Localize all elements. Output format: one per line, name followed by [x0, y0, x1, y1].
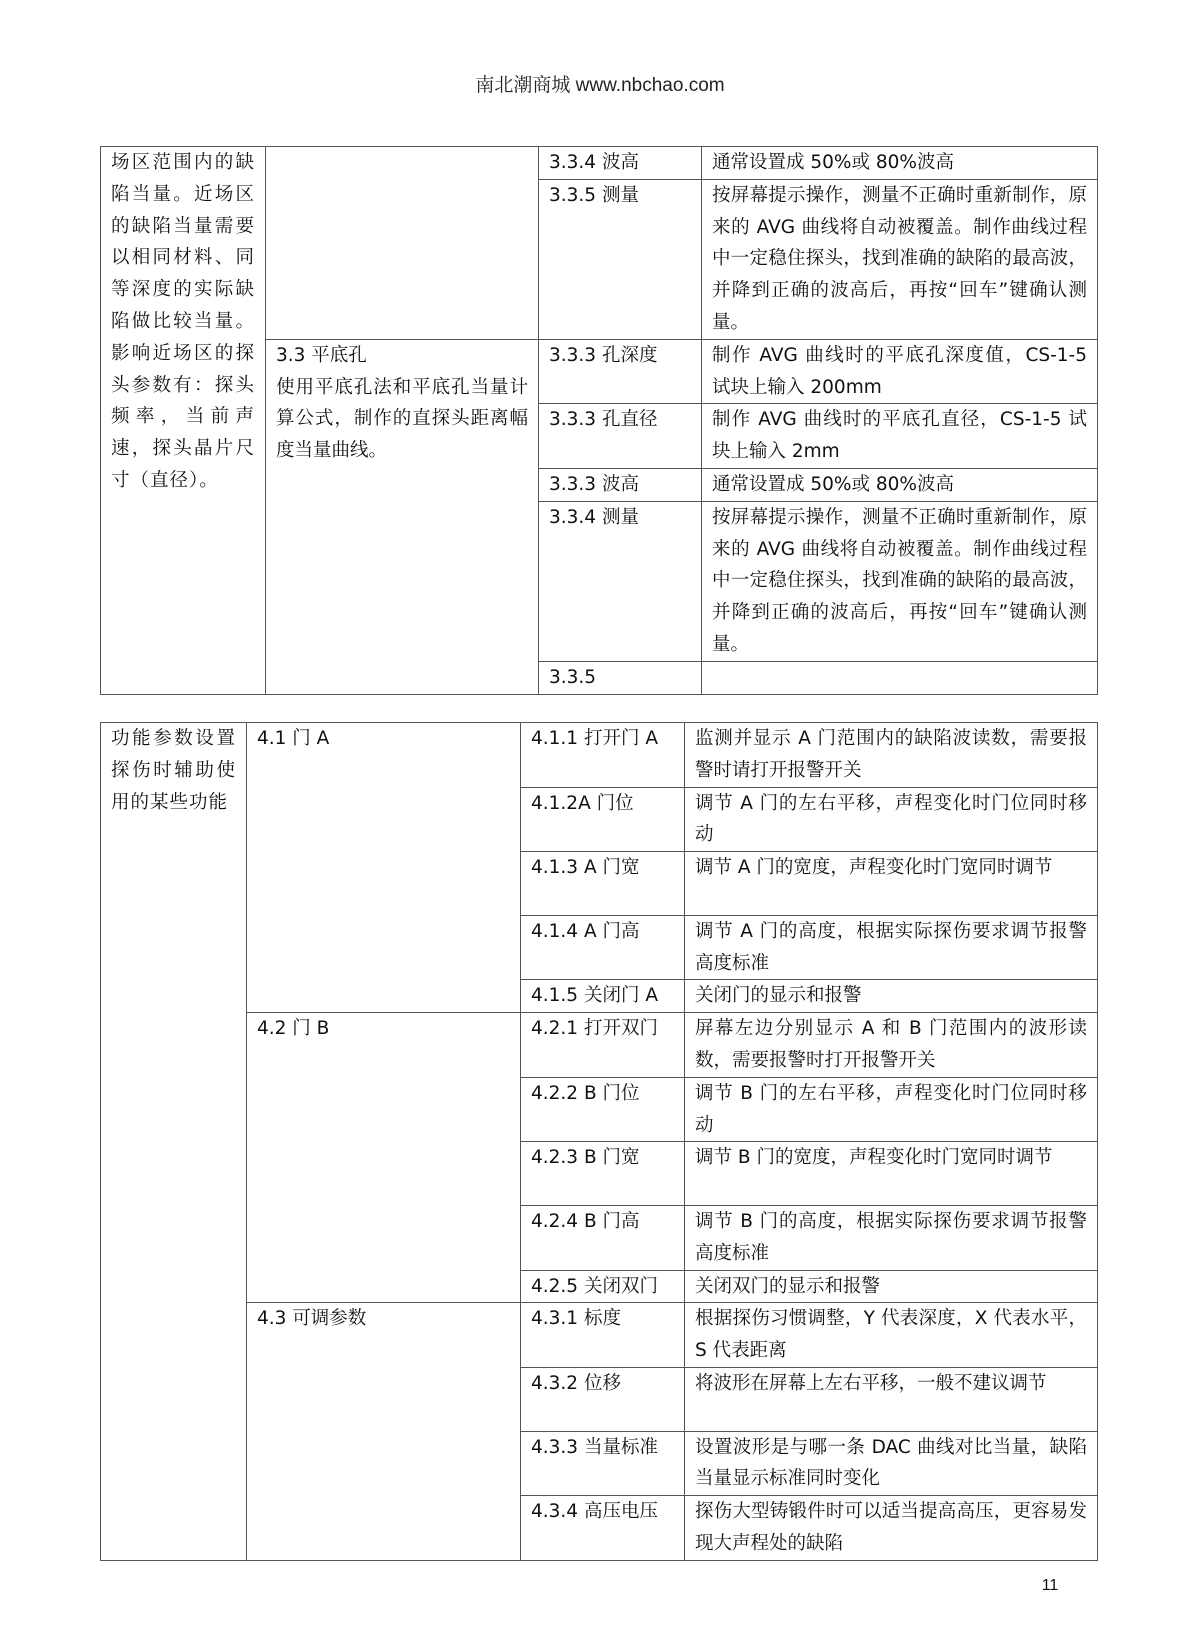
item-description: 关闭门的显示和报警: [685, 980, 1098, 1013]
item-description: 通常设置成 50%或 80%波高: [702, 147, 1098, 180]
item-code: 4.1.3 A 门宽: [521, 852, 685, 916]
item-description: 探伤大型铸锻件时可以适当提高高压，更容易发现大声程处的缺陷: [685, 1496, 1098, 1561]
table-row: [101, 1013, 1098, 1078]
item-code: 4.2.4 B 门高: [521, 1205, 685, 1270]
item-code: 4.1.5 关闭门 A: [521, 980, 685, 1013]
table-row: [101, 723, 1098, 788]
item-code: 3.3.3 波高: [539, 468, 702, 501]
table-row: [101, 147, 1098, 180]
item-description: 调节 A 门的左右平移，声程变化时门位同时移动: [685, 787, 1098, 852]
group-title: [266, 147, 539, 340]
item-code: 4.3.1 标度: [521, 1303, 685, 1368]
item-description: 通常设置成 50%或 80%波高: [702, 468, 1098, 501]
item-description: 制作 AVG 曲线时的平底孔深度值，CS-1-5 试块上输入 200mm: [702, 339, 1098, 404]
item-code: 4.2.3 B 门宽: [521, 1142, 685, 1206]
item-code: 4.2.2 B 门位: [521, 1077, 685, 1142]
item-description: 调节 A 门的高度，根据实际探伤要求调节报警高度标准: [685, 915, 1098, 980]
item-code: 4.3.3 当量标准: [521, 1431, 685, 1496]
item-description: 按屏幕提示操作，测量不正确时重新制作，原来的 AVG 曲线将自动被覆盖。制作曲线过程中一定稳住探头，找到准确的缺陷的最高波，并降到正确的波高后，再按“回车”键确认测量。: [702, 501, 1098, 661]
item-description: 将波形在屏幕上左右平移，一般不建议调节: [685, 1367, 1098, 1431]
group-title: 4.2 门 B: [247, 1013, 521, 1303]
category-description: 场区范围内的缺陷当量。近场区的缺陷当量需要以相同材料、同等深度的实际缺陷做比较当量。影响近场区的探头参数有：探头频率，当前声速，探头晶片尺寸（直径）。: [101, 147, 266, 695]
item-description: 调节 B 门的宽度，声程变化时门宽同时调节: [685, 1142, 1098, 1206]
group-description: 使用平底孔法和平底孔当量计算公式，制作的直探头距离幅度当量曲线。: [276, 376, 528, 462]
item-description: 调节 B 门的高度，根据实际探伤要求调节报警高度标准: [685, 1205, 1098, 1270]
item-code: 3.3.4 测量: [539, 501, 702, 661]
group-title: 3.3 平底孔: [276, 344, 367, 366]
table-row: [101, 1303, 1098, 1368]
page-header: 南北潮商城 www.nbchao.com: [475, 75, 725, 96]
parameter-table-2: [100, 722, 1098, 1561]
item-code: 4.2.5 关闭双门: [521, 1270, 685, 1303]
item-description: 屏幕左边分别显示 A 和 B 门范围内的波形读数，需要报警时打开报警开关: [685, 1013, 1098, 1078]
page-number: 11: [1041, 1577, 1059, 1594]
item-code: 3.3.4 波高: [539, 147, 702, 180]
group-title: 4.3 可调参数: [247, 1303, 521, 1560]
item-code: 3.3.3 孔深度: [539, 339, 702, 404]
item-code: 4.1.4 A 门高: [521, 915, 685, 980]
item-description: 调节 A 门的宽度，声程变化时门宽同时调节: [685, 852, 1098, 916]
item-code: 4.3.2 位移: [521, 1367, 685, 1431]
item-description: 制作 AVG 曲线时的平底孔直径，CS-1-5 试块上输入 2mm: [702, 404, 1098, 469]
item-code: 3.3.5 测量: [539, 179, 702, 339]
item-description: 关闭双门的显示和报警: [685, 1270, 1098, 1303]
item-code: 3.3.5: [539, 661, 702, 694]
item-description: [702, 661, 1098, 694]
item-description: 设置波形是与哪一条 DAC 曲线对比当量，缺陷当量显示标准同时变化: [685, 1431, 1098, 1496]
item-code: 4.1.1 打开门 A: [521, 723, 685, 788]
item-description: 按屏幕提示操作，测量不正确时重新制作，原来的 AVG 曲线将自动被覆盖。制作曲线过程中一定稳住探头，找到准确的缺陷的最高波，并降到正确的波高后，再按“回车”键确认测量。: [702, 179, 1098, 339]
group-cell-3-3: [266, 339, 539, 694]
group-title: 4.1 门 A: [247, 723, 521, 1013]
item-description: 监测并显示 A 门范围内的缺陷波读数，需要报警时请打开报警开关: [685, 723, 1098, 788]
parameter-table-1: [100, 146, 1098, 695]
item-description: 调节 B 门的左右平移，声程变化时门位同时移动: [685, 1077, 1098, 1142]
item-code: 4.1.2A 门位: [521, 787, 685, 852]
category-description: 功能参数设置探伤时辅助使用的某些功能: [101, 723, 247, 1561]
item-code: 3.3.3 孔直径: [539, 404, 702, 469]
item-code: 4.2.1 打开双门: [521, 1013, 685, 1078]
item-description: 根据探伤习惯调整，Y 代表深度，X 代表水平，S 代表距离: [685, 1303, 1098, 1368]
item-code: 4.3.4 高压电压: [521, 1496, 685, 1561]
